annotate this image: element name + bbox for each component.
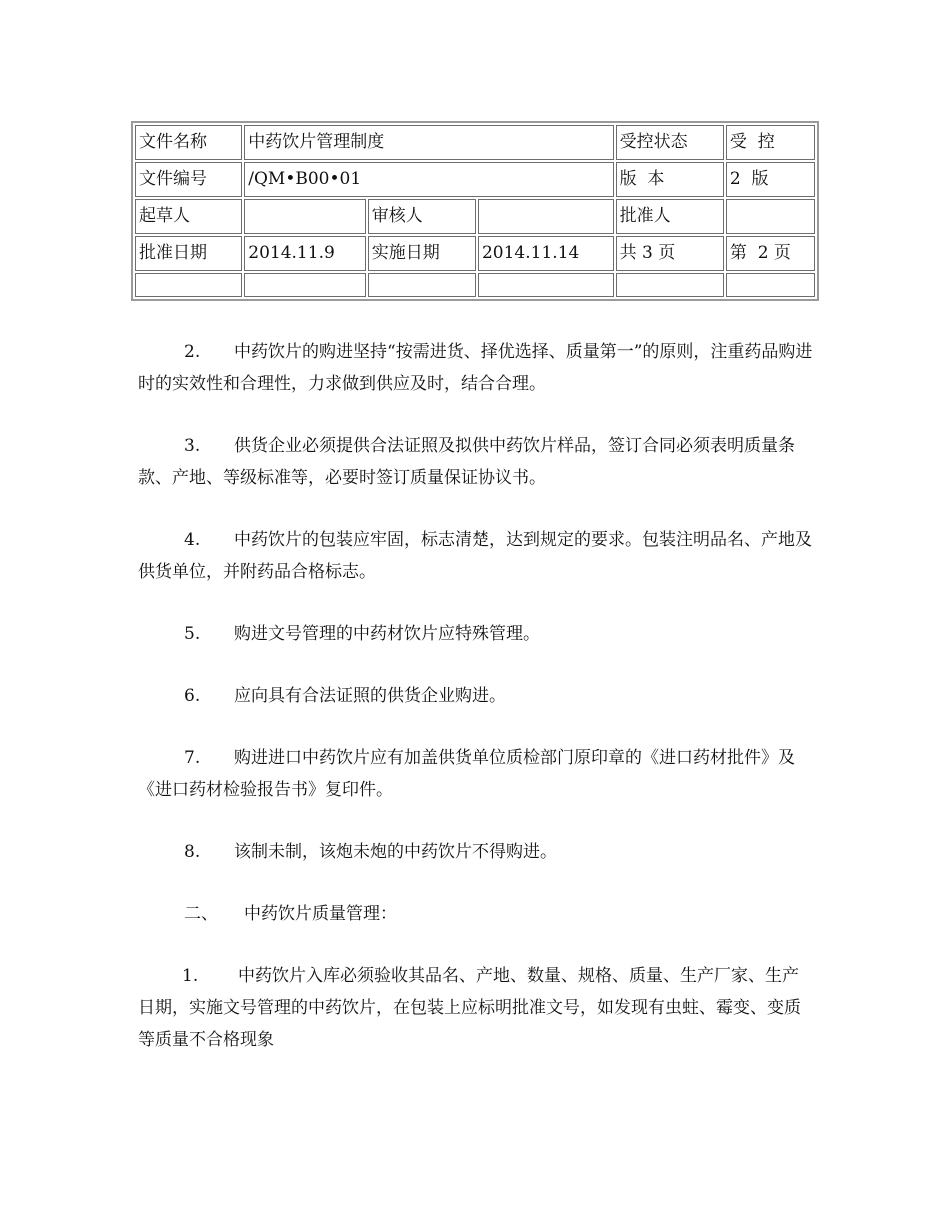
- file-name-label: 文件名称: [135, 125, 242, 160]
- control-status-label: 受控状态: [616, 125, 724, 160]
- approval-date-label: 批准日期: [135, 236, 242, 271]
- empty-cell: [726, 273, 815, 297]
- version-label: 版 本: [616, 162, 724, 197]
- paragraph: [138, 524, 814, 588]
- drafter-label: 起草人: [135, 199, 242, 234]
- effective-date-label: 实施日期: [368, 236, 476, 271]
- drafter-value: [244, 199, 365, 234]
- paragraph-text: 应向具有合法证照的供货企业购进。: [234, 686, 506, 706]
- reviewer-value: [478, 199, 614, 234]
- approval-date-value: 2014.11.9: [244, 236, 365, 271]
- empty-cell: [478, 273, 614, 297]
- empty-cell: [616, 273, 724, 297]
- section-heading: [138, 898, 814, 930]
- paragraph-text: 中药饮片入库必须验收其品名、产地、数量、规格、质量、生产厂家、生产日期，实施文号管理的中药饮片，在包装上应标明批准文号，如发现有虫蛀、霉变、变质等质量不合格现象: [138, 966, 801, 1050]
- paragraph: [138, 836, 814, 868]
- reviewer-label: 审核人: [368, 199, 476, 234]
- paragraph: [138, 960, 814, 1056]
- item-number: 5.: [184, 624, 201, 644]
- item-number: 4.: [184, 530, 201, 550]
- total-pages: 共 3 页: [616, 236, 724, 271]
- empty-cell: [244, 273, 365, 297]
- table-row: [135, 125, 815, 160]
- section-number: 二、: [184, 904, 218, 924]
- paragraph-text: 中药饮片的购进坚持“按需进货、择优选择、质量第一”的原则，注重药品购进时的实效性和合理性，力求做到供应及时，结合合理。: [138, 342, 813, 394]
- effective-date-value: 2014.11.14: [478, 236, 614, 271]
- item-number: 7.: [184, 748, 201, 768]
- empty-cell: [135, 273, 242, 297]
- paragraph: [138, 336, 814, 400]
- item-number: 8.: [184, 842, 201, 862]
- file-number-value: /QM•B00•01: [244, 162, 613, 197]
- table-row: [135, 199, 815, 234]
- document-header-table: [131, 121, 819, 301]
- table-row: [135, 273, 815, 297]
- paragraph-text: 购进进口中药饮片应有加盖供货单位质检部门原印章的《进口药材批件》及《进口药材检验报告书》复印件。: [138, 748, 795, 800]
- file-number-label: 文件编号: [135, 162, 242, 197]
- paragraph-text: 供货企业必须提供合法证照及拟供中药饮片样品，签订合同必须表明质量条款、产地、等级标准等，必要时签订质量保证协议书。: [138, 436, 795, 488]
- item-number: 1.: [182, 966, 199, 986]
- item-number: 2.: [184, 342, 201, 362]
- table-row: [135, 162, 815, 197]
- approver-value: [726, 199, 815, 234]
- approver-label: 批准人: [616, 199, 724, 234]
- item-number: 6.: [184, 686, 201, 706]
- control-status-value: 受 控: [726, 125, 815, 160]
- paragraph-text: 该制未制，该炮未炮的中药饮片不得购进。: [234, 842, 557, 862]
- paragraph-text: 中药饮片的包装应牢固，标志清楚，达到规定的要求。包装注明品名、产地及供货单位，并附药品合格标志。: [138, 530, 812, 582]
- empty-cell: [368, 273, 476, 297]
- paragraph: [138, 742, 814, 806]
- file-name-value: 中药饮片管理制度: [244, 125, 613, 160]
- paragraph: [138, 680, 814, 712]
- paragraph: [138, 618, 814, 650]
- paragraph-text: 购进文号管理的中药材饮片应特殊管理。: [234, 624, 540, 644]
- item-number: 3.: [184, 436, 201, 456]
- table-row: [135, 236, 815, 271]
- paragraph: [138, 430, 814, 494]
- section-title: 中药饮片质量管理：: [244, 904, 397, 924]
- current-page: 第 2 页: [726, 236, 815, 271]
- document-body: [138, 336, 814, 1086]
- version-value: 2 版: [726, 162, 815, 197]
